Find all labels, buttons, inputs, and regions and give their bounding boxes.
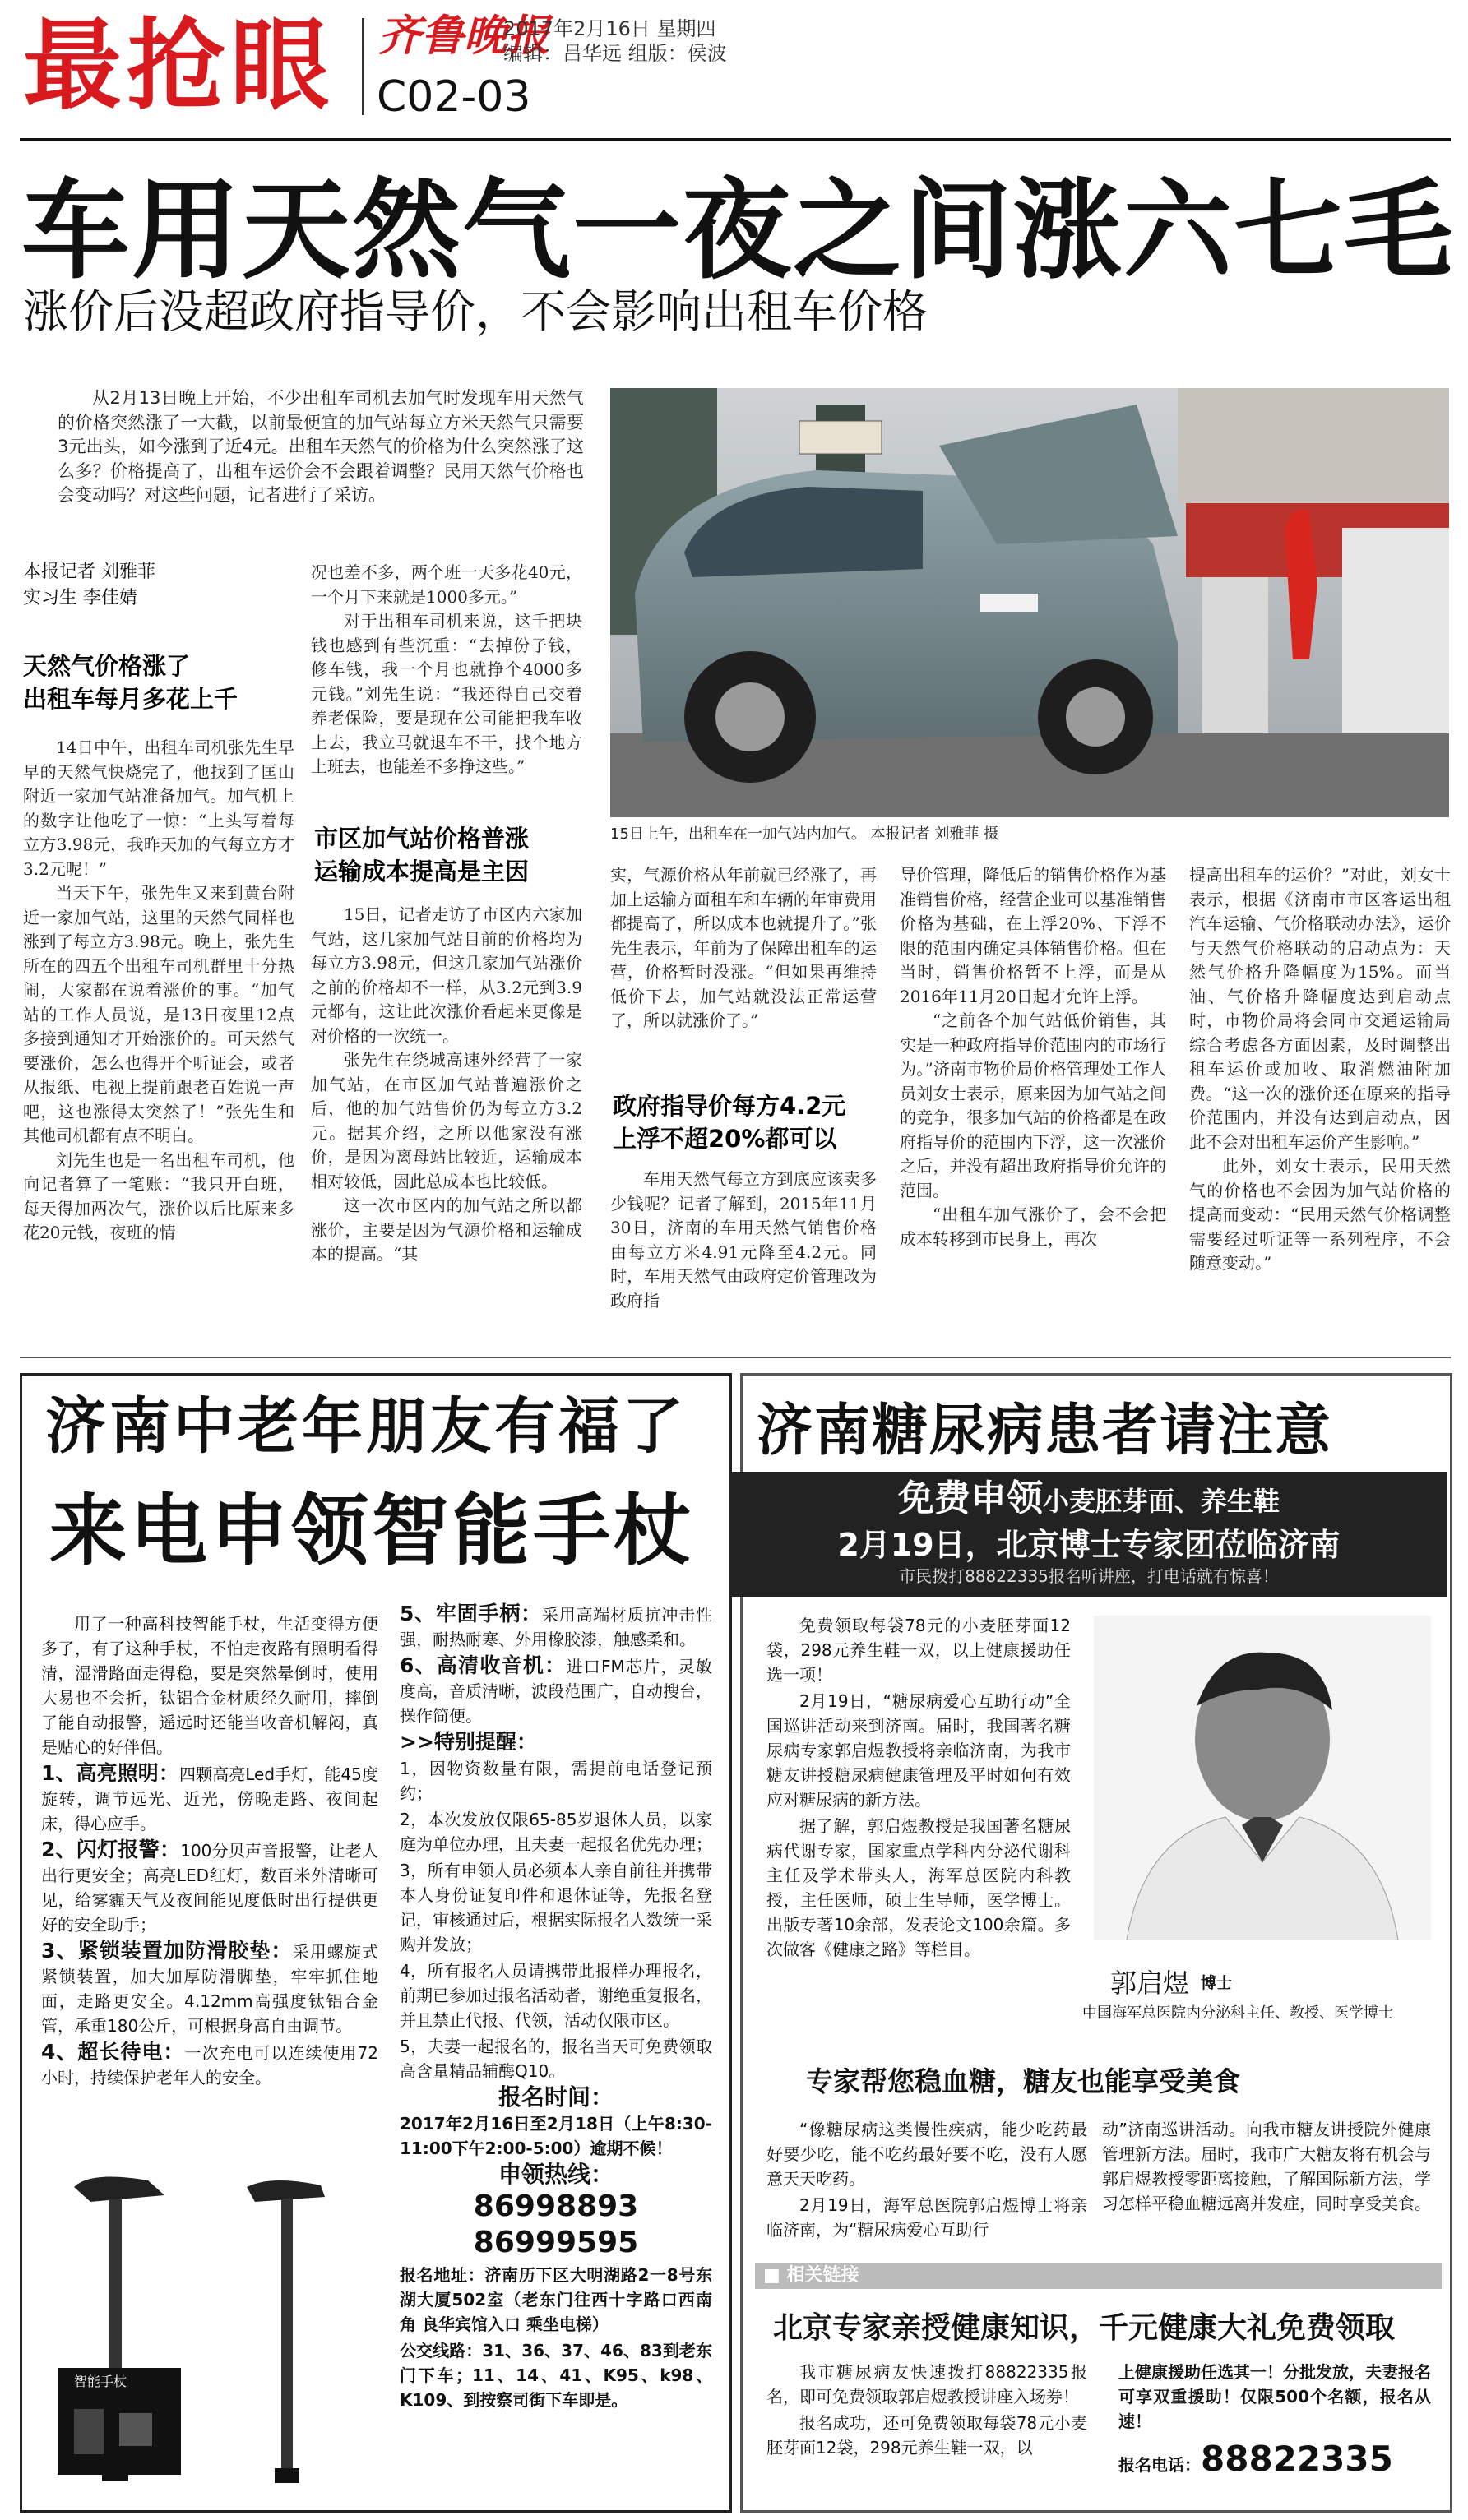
paragraph: 15日，记者走访了市区内六家加气站，这几家加气站目前的价格均为每立方3.98元，但这几家加气站涨价之前的价格却不一样，从3.2元到3.9元都有，这让此次涨价看起来更像是对价格的一次统一。 (311, 904, 582, 1046)
paragraph: “之前各个加气站低价销售，其实是一种政府指导价范围内的市场行为。”济南市物价局价格管理处工作人员刘女士表示，原来因为加气站之间的竞争，很多加气站的价格都是在政府指导价的范围内下浮，这一次涨价之后，并没有超出政府指导价允许的范围。 (900, 1010, 1166, 1200)
byline-intern: 实习生 李佳婧 (23, 588, 137, 608)
doctor-description: 中国海军总医院内分泌科主任、教授、医学博士 (1082, 2004, 1393, 2022)
related-link-label: 相关链接 (786, 2265, 859, 2286)
feature-text: 进口FM芯片，灵敏度高，音质清晰，波段范围广，自动搜台，操作简便。 (400, 1657, 712, 1726)
feature-title: 3、紧锁装置加防滑胶垫： (41, 1939, 293, 1963)
notice-5: 5，夫妻一起报名的，报名当天可免费领取高含量精品辅酶Q10。 (400, 2037, 712, 2081)
feature-1 (41, 1761, 378, 1836)
newspaper-logo: 齐鲁晚报 (378, 11, 550, 61)
banner-gifts: 小麦胚芽面、养生鞋 (1042, 1486, 1280, 1517)
feature-text: 一次充电可以连续使用72小时，持续保护老年人的安全。 (41, 2043, 379, 2088)
article-column-4 (900, 863, 1166, 1251)
issue-date: 2017年2月16日 星期四 (503, 17, 716, 40)
taxi-photo (610, 388, 1449, 817)
section-heading-1 (23, 650, 238, 715)
ad-cane-subtitle: 来电申领智能手杖 (49, 1487, 695, 1576)
signup-phone-number: 88822335 (1201, 2439, 1393, 2479)
related-heading: 北京专家亲授健康知识，千元健康大礼免费领取 (773, 2311, 1396, 2345)
section-heading-3 (613, 1089, 845, 1155)
signup-time: 2017年2月16日至2月18日（上午8:30-11:00下午2:00-5:00）逾期不候！ (400, 2114, 712, 2158)
byline-reporter: 本报记者 刘雅菲 (23, 562, 155, 582)
ad-diabetes-intro (766, 1613, 1071, 1963)
section-heading-2-line1: 市区加气站价格普涨 (314, 825, 530, 853)
byline (23, 559, 155, 612)
feature-5 (400, 1602, 712, 1652)
section-heading-2 (314, 822, 529, 888)
banner-free: 免费申领 (897, 1477, 1043, 1519)
product-label: 智能手杖 (74, 2374, 127, 2389)
feature-title: 5、牢固手柄： (400, 1602, 542, 1625)
article-column-3b (610, 1168, 877, 1313)
doctor-degree: 博士 (1201, 1974, 1233, 1992)
ad-cane-features (41, 1611, 378, 2092)
section-heading-3-line2: 上浮不超20%都可以 (613, 1125, 837, 1153)
paragraph: 张先生在绕城高速外经营了一家加气站，在市区加气站普遍涨价之后，他的加气站售价仍为每立方3.2元。据其介绍，之所以他家没有涨价，是因为离母站比较近，运输成本相对较低，因此总成本也比较低。 (311, 1050, 582, 1191)
paragraph: 14日中午，出租车司机张先生早早的天然气快烧完了，他找到了匡山附近一家加气站准备加气。加气机上的数字让他吃了一惊：“上头写着每立方3.98元，我昨天加的气每立方才3.2元呢！” (23, 738, 294, 879)
feature-text: 采用高端材质抗冲击性强，耐热耐寒、外用橡胶漆，触感柔和。 (400, 1605, 712, 1649)
paragraph: “像糖尿病这类慢性疾病，能少吃药最好要少吃，能不吃药最好要不吃，没有人愿意天天吃药。 (766, 2120, 1087, 2189)
signup-phone-label: 报名电话： (1118, 2455, 1201, 2475)
section-heading-2-line2: 运输成本提高是主因 (314, 858, 530, 885)
article-column-2b (311, 903, 582, 1267)
notice-3: 3，所有申领人员必须本人亲自前往并携带本人身份证复印件和退休证等，先报名登记，审核通过后，根据实际报名人数统一采购并发放； (400, 1861, 712, 1954)
masthead-divider (362, 18, 364, 115)
paragraph: 提高出租车的运价？”对此，刘女士表示，根据《济南市市区客运出租汽车运输、气价格联动办法》，运价与天然气价格联动的启动点为：天然气价格升降幅度为15%。而当油、气价格升降幅度达到启动点时，市物价局将会同市交通运输局综合考虑各方面因素，及时调整出租车运价或加收、取消燃油附加费。“这一次的涨价还在原来的指导价范围内，并没有达到启动点，因此不会对出租车运价产生影响。” (1189, 865, 1451, 1152)
feature-3 (41, 1939, 378, 2038)
related-col-b (1118, 2360, 1431, 2479)
page-code: C02-03 (377, 72, 531, 122)
feature-6 (400, 1653, 712, 1728)
banner-line-2: 2月19日，北京博士专家团莅临济南 (837, 1527, 1341, 1563)
paragraph: 对于出租车司机来说，这千把块钱也感到有些沉重：“去掉份子钱，修车钱，我一个月也就挣个4000多元钱。”刘先生说：“我还得自己交着养老保险，要是现在公司能把我车收上去，我立马就退车不干，找个地方上班去，也能差不多挣这些。” (311, 611, 582, 776)
hotline-label: 申领热线： (498, 2161, 614, 2188)
ad-diabetes-col-b (1102, 2117, 1431, 2217)
related-col-a (766, 2360, 1087, 2462)
feature-title: 2、闪灯报警： (41, 1838, 181, 1861)
article-column-2a (311, 561, 582, 779)
section-title: 最抢眼 (23, 9, 334, 123)
notice-title: >>特别提醒： (400, 1730, 537, 1754)
paragraph: 此外，刘女士表示，民用天然气的价格也不会因为加气站价格的提高而变动：“民用天然气价格调整需要经过听证等一系列程序，不会随意变动。” (1189, 1156, 1451, 1273)
paragraph: 实，气源价格从年前就已经涨了，再加上运输方面租车和车辆的年审费用都提高了，所以成本也就提升了。”张先生表示，年前为了保障出租车的运营，价格暂时没涨。“但如果再维持低价下去，加气站就没法正常运营了，所以就涨价了。” (610, 865, 877, 1030)
paragraph: 2月19日，海军总医院郭启煜博士将亲临济南，为“糖尿病爱心互助行 (766, 2195, 1087, 2240)
feature-4 (41, 2040, 378, 2090)
cane-illustration (41, 2162, 378, 2491)
paragraph: 我市糖尿病友快速拨打88822335报名，即可免费领取郭启煜教授讲座入场券！ (766, 2362, 1087, 2407)
paragraph: 上健康援助任选其一！分批发放，夫妻报名可享双重援助！仅限500个名额，报名从速！ (1118, 2362, 1431, 2431)
banner-line-1 (730, 1472, 1447, 1525)
section-heading-1-line1: 天然气价格涨了 (23, 652, 191, 680)
signup-phone (1118, 2439, 1431, 2479)
paragraph: 2月19日，“糖尿病爱心互助行动”全国巡讲活动来到济南。届时，我国著名糖尿病专家郭启煜教授将亲临济南，为我市糖友讲授糖尿病健康管理及平时如何有效应对糖尿病的新方法。 (766, 1691, 1071, 1810)
signup-address: 报名地址：济南历下区大明湖路2一8号东湖大厦502室（老东门往西十字路口西南角 良华宾馆入口 乘坐电梯） (400, 2265, 712, 2334)
doctor-name: 郭启煜 (1110, 1967, 1190, 1999)
article-column-3a (610, 863, 877, 1033)
ad-diabetes-midheading: 专家帮您稳血糖，糖友也能享受美食 (806, 2065, 1240, 2097)
signup-time-label: 报名时间： (498, 2083, 614, 2111)
paragraph: 免费领取每袋78元的小麦胚芽面12袋，298元养生鞋一双，以上健康援助任选一项！ (766, 1616, 1071, 1685)
article-lead: 从2月13日晚上开始，不少出租车司机去加气时发现车用天然气的价格突然涨了一大截，以前最便宜的加气站每立方米天然气只需要3元出头，如今涨到了近4元。出租车天然气的价格为什么突然涨了这么多？价格提高了，出租车运价会不会跟着调整？民用天然气价格也会变动吗？对这些问题，记者进行了采访。 (58, 388, 584, 505)
feature-2 (41, 1838, 378, 1937)
ad-cane-details (400, 1602, 712, 2414)
banner-line-3: 市民拨打88822335报名听讲座，打电话就有惊喜！ (899, 1566, 1279, 1586)
hotline-number: 86998893 86999595 (473, 2189, 639, 2259)
paragraph: “出租车加气涨价了，会不会把成本转移到市民身上，再次 (900, 1205, 1166, 1249)
ad-diabetes-col-a (766, 2117, 1087, 2244)
ad-cane-title: 济南中老年朋友有福了 (45, 1391, 687, 1462)
paragraph: 这一次市区内的加气站之所以都涨价，主要是因为气源价格和运输成本的提高。“其 (311, 1195, 582, 1264)
feature-title: 4、超长待电： (41, 2040, 185, 2064)
paragraph: 报名成功，还可免费领取每袋78元小麦胚芽面12袋，298元养生鞋一双，以 (766, 2413, 1087, 2458)
feature-text: 采用螺旋式紧锁装置，加大加厚防滑脚垫，牢牢抓住地面，走路更安全。4.12mm高强度钛铝合金管，承重180公斤，可根据身高自由调节。 (41, 1942, 378, 2036)
section-heading-3-line1: 政府指导价每方4.2元 (613, 1092, 846, 1120)
notice-2: 2，本次发放仅限65-85岁退休人员，以家庭为单位办理，且夫妻一起报名优先办理； (400, 1810, 712, 1854)
middle-rule (20, 1357, 1451, 1358)
feature-title: 6、高清收音机： (400, 1653, 567, 1677)
notice-1: 1，因物资数量有限，需提前电话登记预约； (400, 1759, 712, 1803)
paragraph: 况也差不多，两个班一天多花40元，一个月下来就是1000多元。” (311, 562, 582, 607)
doctor-portrait (1094, 1616, 1431, 1940)
paragraph: 车用天然气每立方到底应该卖多少钱呢？记者了解到，2015年11月30日，济南的车用天然气销售价格由每立方米4.91元降至4.2元。同时，车用天然气由政府定价管理改为政府指 (610, 1169, 877, 1311)
feature-text: 四颗高亮Led手灯，能45度旋转，调节远光、近光，傍晚走路、夜间起床，得心应手。 (41, 1764, 378, 1833)
subheadline: 涨价后没超政府指导价，不会影响出租车价格 (23, 285, 928, 338)
headline: 车用天然气一夜之间涨六七毛 (21, 168, 1454, 294)
doctor-photo (1094, 1616, 1431, 1940)
ad-cane-intro: 用了一种高科技智能手杖，生活变得方便多了，有了这种手杖，不怕走夜路有照明看得清，湿滑路面走得稳，要是突然晕倒时，使用大易也不会折，钛铝合金材质经久耐用，摔倒了能自动报警，遥远时还能当收音机解闷，真是贴心的好伴侣。 (41, 1614, 378, 1757)
related-link-bar: ■ 相关链接 (755, 2263, 1442, 2289)
paragraph: 导价管理，降低后的销售价格作为基准销售价格，经营企业可以基准销售价格为基础，在上浮20%、下浮不限的范围内确定具体销售价格。但在当时，销售价格暂不上浮，而是从2016年11月20日起才允许上浮。 (900, 865, 1166, 1006)
section-heading-1-line2: 出租车每月多花上千 (23, 685, 238, 713)
cane-product-image (41, 2162, 378, 2491)
taxi-refueling-image (610, 388, 1449, 817)
notice-4: 4，所有报名人员请携带此报样办理报名，前期已参加过报名活动者，谢绝重复报名，并且禁止代报、代领，活动仅限市区。 (400, 1961, 712, 2030)
feature-text: 100分贝声音报警，让老人出行更安全；高亮LED红灯，数百米外清晰可见，给雾霾天气及夜间能见度低时出行提供更好的安全助手； (41, 1841, 378, 1935)
paragraph: 据了解，郭启煜教授是我国著名糖尿病代谢专家，国家重点学科内分泌代谢科主任及学术带头人，海军总医院内科教授，主任医师，硕士生导师，医学博士。出版专著10余部，发表论文100余篇。多次做客《健康之路》等栏目。 (766, 1816, 1071, 1959)
top-rule (20, 138, 1451, 141)
paragraph: 动”济南巡讲活动。向我市糖友讲授院外健康管理新方法。届时，我市广大糖友将有机会与郭启煜教授零距离接触，了解国际新方法，学习怎样平稳血糖远离并发症，同时享受美食。 (1102, 2120, 1431, 2213)
feature-title: 1、高亮照明： (41, 1761, 179, 1785)
bus-routes: 公交线路：31、36、37、46、83到老东门下车；11、14、41、K95、k98、K109、到按察司街下车即是。 (400, 2341, 712, 2410)
article-column-1 (23, 736, 294, 1246)
article-column-5 (1189, 863, 1451, 1276)
paragraph: 刘先生也是一名出租车司机，他向记者算了一笔账：“我只开白班，每天得加两次气，涨价以后比原来多花20元钱，夜班的情 (23, 1149, 294, 1242)
paragraph: 当天下午，张先生又来到黄台附近一家加气站，这里的天然气同样也涨到了每立方3.98元。晚上，张先生所在的四五个出租车司机群里十分热闹，大家都在说着涨价的事。“加气站的工作人员说，是13日夜里12点多接到通知才开始涨价的。可天然气要涨价，怎么也得开个听证会，或者从报纸、电视上提前跟老百姓说一声吧，这也涨得太突然了！”张先生和其他司机都有点不明白。 (23, 883, 294, 1145)
editors: 编辑：吕华远 组版：侯波 (503, 42, 727, 65)
ad-diabetes-banner (730, 1472, 1447, 1597)
ad-diabetes-title: 济南糖尿病患者请注意 (757, 1399, 1333, 1463)
masthead-meta (503, 16, 727, 66)
photo-caption: 15日上午，出租车在一加气站内加气。 本报记者 刘雅菲 摄 (610, 825, 999, 843)
